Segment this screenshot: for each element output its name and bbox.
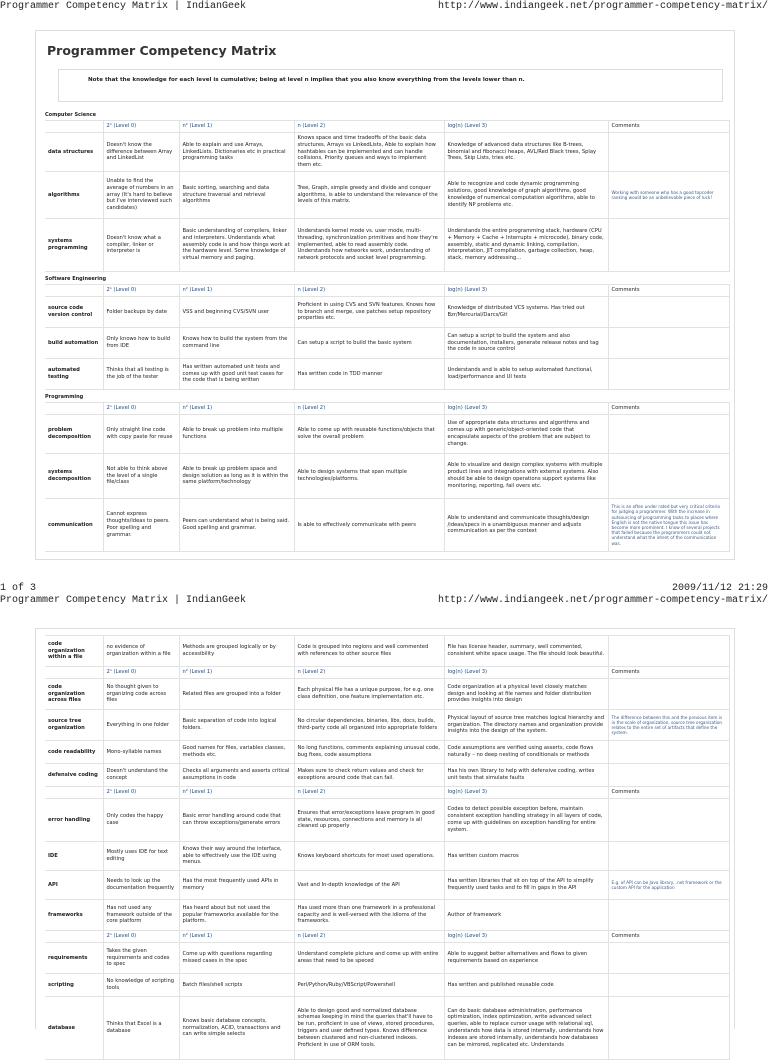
competency-table-page-2: [45, 635, 730, 1060]
level-cell: Code organization at a physical level closely matches design and looking at file names and folder distribution provides insights into design: [444, 679, 608, 710]
matrix-row: [45, 679, 729, 710]
level-cell: Has written and published reusable code: [444, 974, 608, 997]
level-cell: Able to come up with reusable functions/objects that solve the overall problem: [294, 415, 444, 454]
level-header: log(n) (Level 3): [444, 403, 608, 415]
section-heading: Software Engineering: [45, 275, 107, 282]
level-header-row: [45, 931, 729, 943]
level-header: log(n) (Level 3): [444, 285, 608, 297]
skill-name: defensive coding: [45, 764, 103, 787]
level-header: n² (Level 1): [179, 285, 294, 297]
level-cell: Each physical file has a unique purpose, for e.g. one class definition, one feature implementation etc.: [294, 679, 444, 710]
level-cell: Able to design good and normalized database schemas keeping in mind the queries that'll have to be run, proficient in use of views, stored procedures, triggers and user defined types. Knows difference between clustered and non-clustered indexes. Proficient in use of ORM tools.: [294, 997, 444, 1060]
level-cell: Codes to detect possible exception before, maintain consistent exception handling strategy in all layers of code, come up with guidelines on exception handling for entire system.: [444, 799, 608, 842]
matrix-row: [45, 133, 729, 172]
level-header: 2ⁿ (Level 0): [103, 667, 179, 679]
level-cell: no evidence of organization within a file: [103, 636, 179, 667]
skill-name: API: [45, 871, 103, 900]
level-cell: Peers can understand what is being said. Good spelling and grammar.: [179, 499, 294, 552]
comments-header: Comments: [608, 403, 729, 415]
cumulative-note: Note that the knowledge for each level is cumulative; being at level n implies that you also know everything from the levels lower than n.: [58, 69, 723, 102]
level-header-blank: [45, 285, 103, 297]
level-cell: No thought given to organizing code across files: [103, 679, 179, 710]
comment-cell: The difference between this and the previous item is in the scale of organization, source tree organization relates to the entire set of artifacts that define the system.: [608, 710, 729, 741]
matrix-row: [45, 741, 729, 764]
skill-name: IDE: [45, 842, 103, 871]
comment-cell: [608, 297, 729, 328]
level-cell: Has his own library to help with defensive coding, writes unit tests that simulate faults: [444, 764, 608, 787]
level-header: n² (Level 1): [179, 403, 294, 415]
level-header: 2ⁿ (Level 0): [103, 285, 179, 297]
level-header: n² (Level 1): [179, 667, 294, 679]
comment-cell: [608, 943, 729, 974]
matrix-row: [45, 454, 729, 499]
level-cell: Vast and In-depth knowledge of the API: [294, 871, 444, 900]
level-header: n² (Level 1): [179, 121, 294, 133]
level-cell: Knows keyboard shortcuts for most used operations.: [294, 842, 444, 871]
level-cell: No circular dependencies, binaries, libs, docs, builds, third-party code all organized into appropriate folders: [294, 710, 444, 741]
level-cell: No long functions, comments explaining unusual code, bug fixes, code assumptions: [294, 741, 444, 764]
matrix-row: [45, 172, 729, 219]
comment-cell: [608, 679, 729, 710]
print-timestamp: 2009/11/12 21:29: [671, 583, 768, 594]
level-cell: Mostly uses IDE for text editing: [103, 842, 179, 871]
level-cell: Able to visualize and design complex systems with multiple product lines and integrations with external systems. Also should be able to design operations support systems like monitoring, reporting, fail overs etc.: [444, 454, 608, 499]
level-cell: Good names for files, variables classes, methods etc.: [179, 741, 294, 764]
level-cell: Basic error handling around code that can throw exceptions/generate errors: [179, 799, 294, 842]
doc-title-2: Programmer Competency Matrix | IndianGeek: [0, 595, 247, 606]
comments-header: Comments: [608, 787, 729, 799]
level-cell: Has not used any framework outside of the core platform: [103, 900, 179, 931]
level-cell: Only codes the happy case: [103, 799, 179, 842]
level-cell: Basic separation of code into logical folders.: [179, 710, 294, 741]
page-title: Programmer Competency Matrix: [47, 43, 277, 58]
matrix-row: [45, 974, 729, 997]
level-header: n (Level 2): [294, 787, 444, 799]
level-cell: Folder backups by date: [103, 297, 179, 328]
level-cell: Able to break up problem into multiple functions: [179, 415, 294, 454]
skill-name: systems programming: [45, 219, 103, 272]
level-header-blank: [45, 121, 103, 133]
level-cell: Checks all arguments and asserts critical assumptions in code: [179, 764, 294, 787]
level-cell: Ensures that error/exceptions leave program in good state, resources, connections and memory is all cleaned up properly: [294, 799, 444, 842]
level-cell: Proficient in using CVS and SVN features. Knows how to branch and merge, use patches setup repository properties etc.: [294, 297, 444, 328]
matrix-row: [45, 710, 729, 741]
level-cell: Code assumptions are verified using asserts, code flows naturally – no deep nesting of conditionals or methods: [444, 741, 608, 764]
level-header: log(n) (Level 3): [444, 667, 608, 679]
level-cell: Takes the given requirements and codes to spec: [103, 943, 179, 974]
level-header: n (Level 2): [294, 403, 444, 415]
comment-cell: [608, 842, 729, 871]
level-header-blank: [45, 931, 103, 943]
level-cell: Author of framework: [444, 900, 608, 931]
doc-url-2[interactable]: http://www.indiangeek.net/programmer-competency-matrix/: [437, 595, 768, 606]
comment-cell: [608, 900, 729, 931]
level-cell: Understands and is able to setup automated functional, load/performance and UI tests: [444, 359, 608, 390]
level-header: n (Level 2): [294, 285, 444, 297]
comment-cell: [608, 974, 729, 997]
comment-cell: [608, 741, 729, 764]
level-cell: Only straight line code with copy paste for reuse: [103, 415, 179, 454]
level-header-row: [45, 667, 729, 679]
comment-cell: [608, 415, 729, 454]
level-cell: Tree, Graph, simple greedy and divide and conquer algorithms, is able to understand the relevance of the levels of this matrix.: [294, 172, 444, 219]
skill-name: source tree organization: [45, 710, 103, 741]
page-count: 1 of 3: [0, 583, 37, 594]
level-cell: Able to explain and use Arrays, LinkedLists, Dictionaries etc in practical programming tasks: [179, 133, 294, 172]
level-cell: Thinks that all testing is the job of the tester: [103, 359, 179, 390]
comment-cell: [608, 764, 729, 787]
level-cell: Understands kernel mode vs. user mode, multi-threading, synchronization primitives and how they're implemented, able to read assembly code. Understands how networks work, understanding of network protocols and socket level programming.: [294, 219, 444, 272]
level-cell: Basic understanding of compilers, linker and interpreters. Understands what assembly code is and how things work at the hardware level. Some knowledge of virtual memory and paging.: [179, 219, 294, 272]
comments-header: Comments: [608, 285, 729, 297]
level-header: n (Level 2): [294, 121, 444, 133]
matrix-row: [45, 297, 729, 328]
level-cell: Can setup a script to build the basic system: [294, 328, 444, 359]
level-cell: Has written code in TDD manner: [294, 359, 444, 390]
level-cell: Perl/Python/Ruby/VBScript/Powershell: [294, 974, 444, 997]
level-cell: Has written libraries that sit on top of the API to simplify frequently used tasks and to fill in gaps in the API: [444, 871, 608, 900]
skill-name: systems decomposition: [45, 454, 103, 499]
level-cell: Has written automated unit tests and comes up with good unit test cases for the code that is being written: [179, 359, 294, 390]
skill-name: data structures: [45, 133, 103, 172]
print-header-2: [0, 594, 768, 608]
matrix-row: [45, 842, 729, 871]
comment-cell: [608, 219, 729, 272]
level-cell: Able to suggest better alternatives and flows to given requirements based on experience: [444, 943, 608, 974]
level-cell: Is able to effectively communicate with peers: [294, 499, 444, 552]
matrix-row: [45, 900, 729, 931]
level-cell: Needs to look up the documentation frequently: [103, 871, 179, 900]
page-1: [35, 30, 735, 560]
level-cell: Use of appropriate data structures and algorithms and comes up with generic/object-oriented code that encapsulate aspects of the problem that are subject to change.: [444, 415, 608, 454]
level-header: log(n) (Level 3): [444, 787, 608, 799]
level-cell: Mono-syllable names: [103, 741, 179, 764]
skill-name: automated testing: [45, 359, 103, 390]
matrix-row: [45, 359, 729, 390]
skill-name: code organization within a file: [45, 636, 103, 667]
section-heading: Computer Science: [45, 111, 97, 118]
comment-cell: [608, 454, 729, 499]
level-cell: Not able to think above the level of a single file/class: [103, 454, 179, 499]
comment-cell: This is an often under rated but very critical criteria for judging a programmer. With the increase in outsourcing of programming tasks to places where English is not the native tongue this issue has become more prominent. I know of several projects that failed because the programmers could not understand what the intent of the communication was.: [608, 499, 729, 552]
level-cell: Doesn't know what a compiler, linker or interpreter is: [103, 219, 179, 272]
level-header-row: [45, 285, 729, 297]
doc-title: Programmer Competency Matrix | IndianGeek: [0, 1, 247, 12]
level-header: n² (Level 1): [179, 787, 294, 799]
section-heading: Programming: [45, 393, 84, 400]
skill-name: error handling: [45, 799, 103, 842]
matrix-row: [45, 799, 729, 842]
doc-url[interactable]: http://www.indiangeek.net/programmer-competency-matrix/: [437, 1, 768, 12]
level-cell: Able to recognize and code dynamic programming solutions, good knowledge of graph algorithms, good knowledge of numerical computation algorithms, able to identify NP problems etc.: [444, 172, 608, 219]
comment-cell: [608, 799, 729, 842]
comment-cell: [608, 133, 729, 172]
comment-cell: [608, 997, 729, 1060]
level-header: n (Level 2): [294, 667, 444, 679]
skill-name: problem decomposition: [45, 415, 103, 454]
matrix-row: [45, 636, 729, 667]
matrix-row: [45, 764, 729, 787]
matrix-row: [45, 499, 729, 552]
skill-name: scripting: [45, 974, 103, 997]
comments-header: Comments: [608, 121, 729, 133]
level-cell: Able to design systems that span multiple technologies/platforms.: [294, 454, 444, 499]
level-cell: Related files are grouped into a folder: [179, 679, 294, 710]
level-cell: Makes sure to check return values and check for exceptions around code that can fail.: [294, 764, 444, 787]
level-header-blank: [45, 667, 103, 679]
comment-cell: [608, 636, 729, 667]
level-header: log(n) (Level 3): [444, 931, 608, 943]
skill-name: build automation: [45, 328, 103, 359]
level-cell: Can do basic database administration, performance optimization, index optimization, write advanced select queries, able to replace cursor usage with relational sql, understands how data is stored internally, understands how indexes are stored internally, understands how databases can be mirrored, replicated etc. Understands: [444, 997, 608, 1060]
level-cell: Everything in one folder: [103, 710, 179, 741]
level-cell: Understands the entire programming stack, hardware (CPU + Memory + Cache + Interrupts + microcode), binary code, assembly, static and dynamic linking, compilation, interpretation, JIT compilation, garbage collection, heap, stack, memory addressing...: [444, 219, 608, 272]
level-cell: Cannot express thoughts/ideas to peers. Poor spelling and grammar.: [103, 499, 179, 552]
level-header: 2ⁿ (Level 0): [103, 787, 179, 799]
level-cell: Knows how to build the system from the command line: [179, 328, 294, 359]
comment-cell: [608, 328, 729, 359]
level-cell: Batch files/shell scripts: [179, 974, 294, 997]
level-cell: Has heard about but not used the popular frameworks available for the platform.: [179, 900, 294, 931]
comments-header: Comments: [608, 931, 729, 943]
level-cell: Knows basic database concepts, normalization, ACID, transactions and can write simple selects: [179, 997, 294, 1060]
level-cell: No knowledge of scripting tools: [103, 974, 179, 997]
skill-name: algorithms: [45, 172, 103, 219]
matrix-row: [45, 328, 729, 359]
level-header: n (Level 2): [294, 931, 444, 943]
matrix-row: [45, 871, 729, 900]
skill-name: frameworks: [45, 900, 103, 931]
comment-cell: E.g. of API can be Java library, .net framework or the custom API for the application: [608, 871, 729, 900]
level-header: 2ⁿ (Level 0): [103, 403, 179, 415]
level-cell: Has the most frequently used APIs in memory: [179, 871, 294, 900]
level-cell: Basic sorting, searching and data structure traversal and retrieval algorithms: [179, 172, 294, 219]
level-cell: Doesn't know the difference between Array and LinkedList: [103, 133, 179, 172]
level-header: 2ⁿ (Level 0): [103, 931, 179, 943]
level-cell: Knows space and time tradeoffs of the basic data structures, Arrays vs LinkedLists, Able to explain how hashtables can be implemented and can handle collisions, Priority queues and ways to implement them etc.: [294, 133, 444, 172]
skill-name: source code version control: [45, 297, 103, 328]
print-header: [0, 0, 768, 14]
level-cell: Physical layout of source tree matches logical hierarchy and organization. The directory names and organization provide insights into the design of the system.: [444, 710, 608, 741]
level-cell: Has used more than one framework in a professional capacity and is well-versed with the idioms of the frameworks.: [294, 900, 444, 931]
level-cell: Able to understand and communicate thoughts/design /ideas/specs in a unambiguous manner and adjusts communication as per the context: [444, 499, 608, 552]
level-cell: Come up with questions regarding missed cases in the spec: [179, 943, 294, 974]
level-header-row: [45, 121, 729, 133]
matrix-row: [45, 943, 729, 974]
level-header-row: [45, 403, 729, 415]
comments-header: Comments: [608, 667, 729, 679]
skill-name: database: [45, 997, 103, 1060]
competency-table-page-1: [45, 108, 730, 552]
level-cell: Doesn't understand the concept: [103, 764, 179, 787]
matrix-row: [45, 415, 729, 454]
level-header: n² (Level 1): [179, 931, 294, 943]
comment-cell: Working with someone who has a good topcoder ranking would be an unbelievable piece of luck!: [608, 172, 729, 219]
level-header: 2ⁿ (Level 0): [103, 121, 179, 133]
level-cell: Knows their way around the interface, able to effectively use the IDE using menus.: [179, 842, 294, 871]
level-cell: Unable to find the average of numbers in an array (It's hard to believe but I've interviewed such candidates): [103, 172, 179, 219]
level-cell: Knowledge of distributed VCS systems. Has tried out Bzr/Mercurial/Darcs/Git: [444, 297, 608, 328]
level-header-row: [45, 787, 729, 799]
level-header-blank: [45, 403, 103, 415]
skill-name: code readability: [45, 741, 103, 764]
level-cell: Code is grouped into regions and well commented with references to other source files: [294, 636, 444, 667]
level-cell: Thinks that Excel is a database: [103, 997, 179, 1060]
skill-name: requirements: [45, 943, 103, 974]
level-cell: Understand complete picture and come up with entire areas that need to be speced: [294, 943, 444, 974]
matrix-row: [45, 219, 729, 272]
level-cell: Has written custom macros: [444, 842, 608, 871]
matrix-row: [45, 997, 729, 1060]
page-2: [35, 628, 735, 1048]
level-cell: VSS and beginning CVS/SVN user: [179, 297, 294, 328]
level-header: log(n) (Level 3): [444, 121, 608, 133]
skill-name: communication: [45, 499, 103, 552]
level-cell: Knowledge of advanced data structures like B-trees, binomial and fibonacci heaps, AVL/Red Black trees, Splay Trees, Skip Lists, tries etc.: [444, 133, 608, 172]
skill-name: code organization across files: [45, 679, 103, 710]
level-cell: Methods are grouped logically or by accessibility: [179, 636, 294, 667]
level-cell: File has license header, summary, well commented, consistent white space usage. The file should look beautiful.: [444, 636, 608, 667]
level-header-blank: [45, 787, 103, 799]
level-cell: Only knows how to build from IDE: [103, 328, 179, 359]
level-cell: Able to break up problem space and design solution as long as it is within the same platform/technology: [179, 454, 294, 499]
comment-cell: [608, 359, 729, 390]
level-cell: Can setup a script to build the system and also documentation, installers, generate release notes and tag the code in source control: [444, 328, 608, 359]
